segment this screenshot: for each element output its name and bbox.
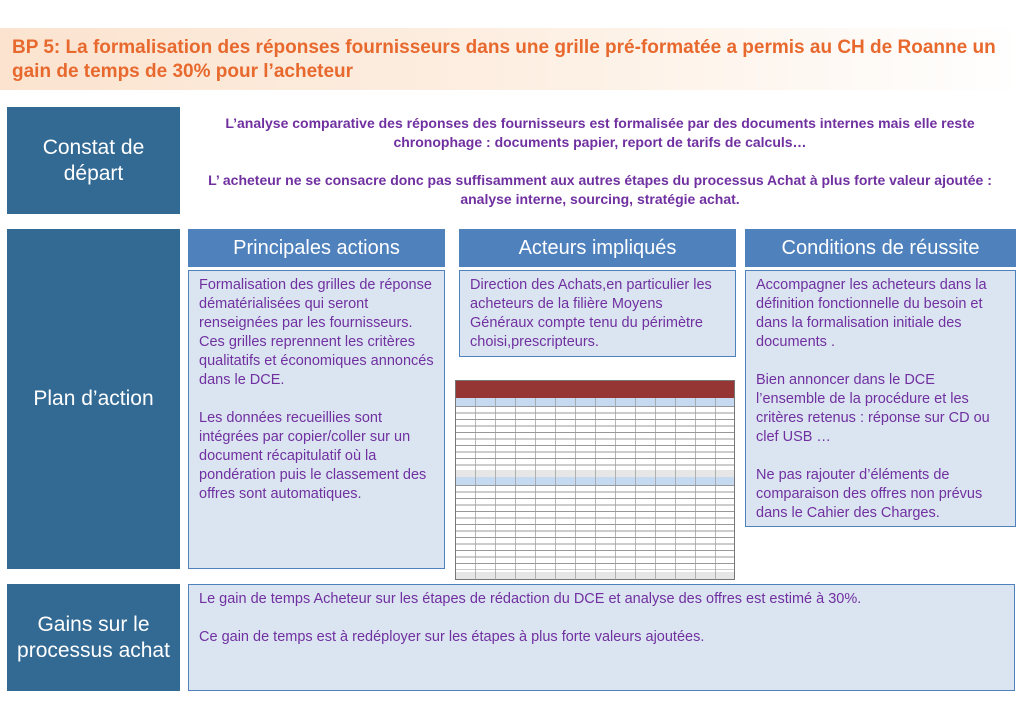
gains-paragraph-2: Ce gain de temps est à redéployer sur les étapes à plus forte valeurs ajoutées. <box>199 629 705 645</box>
gains-paragraph-1: Le gain de temps Acheteur sur les étapes de rédaction du DCE et analyse des offres est estimé à 30%. <box>199 591 862 607</box>
conditions-paragraph-1: Accompagner les acheteurs dans la définition fonctionnelle du besoin et dans la formalisation initiale des documents . <box>756 277 987 350</box>
actions-paragraph-1: Formalisation des grilles de réponse dématérialisées qui seront renseignées par les fournisseurs. Ces grilles reprennent les critères qualitatifs et économiques annoncés dans le DCE. <box>199 277 434 388</box>
spreadsheet-columns <box>456 398 734 580</box>
header-conditions-reussite: Conditions de réussite <box>745 229 1016 267</box>
gains-panel <box>188 584 1015 691</box>
actions-panel <box>188 270 445 569</box>
conditions-paragraph-3: Ne pas rajouter d’éléments de comparaison des offres non prévus dans le Cahier des Charges. <box>756 467 983 521</box>
actions-paragraph-2: Les données recueillies sont intégrées par copier/coller sur un document récapitulatif où la pondération puis le classement des offres sont automatiques. <box>199 410 427 502</box>
gains-label: Gains sur le processus achat <box>7 584 180 691</box>
spreadsheet-thumbnail <box>455 380 735 580</box>
conditions-panel <box>745 270 1016 527</box>
constat-text <box>195 114 1005 228</box>
header-acteurs-impliques: Acteurs impliqués <box>459 229 736 267</box>
plan-label: Plan d’action <box>7 229 180 569</box>
constat-paragraph-1: L’analyse comparative des réponses des fournisseurs est formalisée par des documents internes mais elle reste chronophage : documents papier, report de tarifs de calculs… <box>225 115 975 150</box>
header-principales-actions: Principales actions <box>188 229 445 267</box>
constat-label: Constat de départ <box>7 107 180 214</box>
spreadsheet-header-row <box>456 381 734 398</box>
conditions-paragraph-2: Bien annoncer dans le DCE l’ensemble de la procédure et les critères retenus : réponse sur CD ou clef USB … <box>756 372 990 445</box>
constat-paragraph-2: L’ acheteur ne se consacre donc pas suffisamment aux autres étapes du processus Achat à plus forte valeur ajoutée : analyse interne, sourcing, stratégie achat. <box>208 172 992 207</box>
acteurs-panel <box>459 270 736 357</box>
slide-title: BP 5: La formalisation des réponses fournisseurs dans une grille pré-formatée a permis au CH de Roanne un gain de temps de 30% pour l’acheteur <box>12 37 996 82</box>
acteurs-paragraph-1: Direction des Achats,en particulier les acheteurs de la filière Moyens Généraux compte tenu du périmètre choisi,prescripteurs. <box>470 277 712 350</box>
